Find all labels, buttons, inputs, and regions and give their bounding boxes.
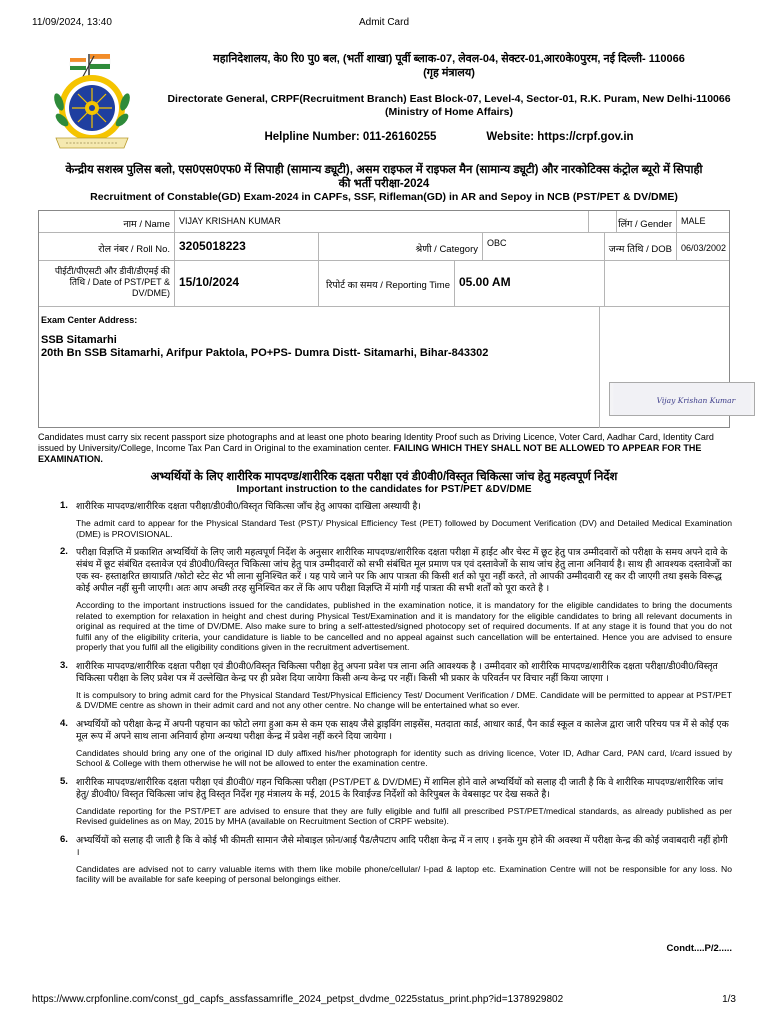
name-label: नाम / Name xyxy=(39,211,175,233)
instruction-item xyxy=(40,546,732,653)
instruction-hindi: अभ्यर्थियों को परीक्षा केन्द्र में अपनी पहचान का फोटो लगा हुआ कम से कम एक साक्ष्य जैसे ड्राइविंग लाइसेंस, मतदाता कार्ड, आधार कार्ड, पैन कार्ड स्कूल व कालेज द्वारा जारी परिचय पत्र में से कोई एक मूल रूप में अपने साथ लाना अनिवार्य होगा अन्यथा परीक्षा केन्द्र में प्रवेश नहीं करने दिया जायेगा । xyxy=(76,718,729,741)
exam-title-english: Recruitment of Constable(GD) Exam-2024 in CAPFs, SSF, Rifleman(GD) in AR and Sepoy in NCB (PST/PET & DV/DME) xyxy=(90,191,678,203)
instruction-item xyxy=(40,718,732,769)
instruction-number: 5. xyxy=(60,775,68,787)
gender-label: लिंग / Gender xyxy=(617,211,677,233)
instruction-hindi: शारीरिक मापदण्ड/शारीरिक दक्षता परीक्षा एवं डी0वी0/विस्तृत चिकित्सा परीक्षा हेतु अपना प्रवेश पत्र लाना अति आवश्यक है । उम्मीदवार को शारीरिक मापदण्ड/शारीरिक दक्षता परीक्षा/डी0वी0/विस्तृत चिकित्सा परीक्षा के लिए प्रवेश पत्र में उल्लेखित केन्द्र पर ही प्रवेश दिया जायेगा किसी अन्य केन्द्र पर नहीं। किसी भी प्रकार के परिवर्तन पर विचार नहीं किया जाएगा । xyxy=(76,660,718,683)
instruction-english: Candidates should bring any one of the original ID duly affixed his/her photograph for identity such as driving licence, Voter ID, Adhar Card, PAN card, I/card issued by School & College with them otherwise he will not be allowed to enter the examination centre. xyxy=(76,747,732,768)
reporting-time-label: रिपोर्ट का समय / Reporting Time xyxy=(319,261,455,307)
candidate-signature xyxy=(609,382,755,416)
identity-notice xyxy=(38,432,730,465)
header-english-line2: (Ministry of Home Affairs) xyxy=(385,106,513,118)
page-number: 1/3 xyxy=(722,994,736,1005)
print-header xyxy=(32,17,736,28)
identity-notice-warning: FAILING WHICH THEY SHALL NOT BE ALLOWED TO APPEAR FOR THE EXAMINATION. xyxy=(38,443,702,464)
print-datetime: 11/09/2024, 13:40 xyxy=(32,17,112,28)
print-title: Admit Card xyxy=(358,17,409,28)
header-hindi xyxy=(150,52,748,80)
dob-value: 06/03/2002 xyxy=(677,233,729,261)
contact-row xyxy=(150,131,748,143)
signature-text: Vijay Krishan Kumar xyxy=(656,395,736,405)
instruction-english: Candidate reporting for the PST/PET are advised to ensure that they are fully eligible and fulfil all prescribed PST/PET/medical standards, as already published as per Revised guidelines as on May, 2015 by MHA (available on Recruitment Section of CRPF website). xyxy=(76,805,732,826)
exam-title-hindi-line1: केन्द्रीय सशस्त्र पुलिस बलो, एस0एस0एफ0 में सिपाही (सामान्य ड्यूटी), असम राइफल में राइफल मैन (सामान्य ड्यूटी) और नारकोटिक्स कंट्रोल ब्यूरो में सिपाही xyxy=(65,164,703,176)
instruction-item xyxy=(40,776,732,827)
header-english xyxy=(150,93,748,119)
helpline-number: Helpline Number: 011-26160255 xyxy=(264,131,437,143)
exam-center-name: SSB Sitamarhi xyxy=(41,334,117,346)
instruction-english: It is compulsory to bring admit card for the Physical Standard Test/Physical Efficiency Test/ Document Verification / DME. Candidate will be permitted to appear at PST/PET & DV/DME centre as shown in their admit card and not any other centre. No change will be entertained what so ever. xyxy=(76,689,732,710)
candidate-details-table xyxy=(38,210,736,428)
pst-date-label: पीईटी/पीएसटी और डीवी/डीएमई की तिथि / Date of PST/PET & DV/DME) xyxy=(39,261,175,307)
exam-title-hindi-line2: की भर्ती परीक्षा-2024 xyxy=(338,178,430,190)
instruction-item xyxy=(40,660,732,711)
candidate-name: VIJAY KRISHAN KUMAR xyxy=(175,211,589,233)
pst-date-value: 15/10/2024 xyxy=(175,261,319,307)
gender-value: MALE xyxy=(677,211,729,233)
instruction-english: Candidates are advised not to carry valuable items with them like mobile phone/cellular/ I-pad & laptop etc. Examination Centre will not be responsible for any loss. No facility will be available for safe keeping of personal belongings either. xyxy=(76,863,732,884)
instruction-english: According to the important instructions issued for the candidates, published in the examination notice, it is mandatory for the eligible candidates to bring the documents related to exemption for relaxation in height and chest during Physical Test/Examination and it is mandatory for the eligible candidates to bring all relevant documents in original as required at the time of DV/DME. Also make sure to bring a self-attested/signed photocopy set of required documents. If at any stage it is found that you do not fulfil any of the eligibility criteria, your candidature is liable to be cancelled and no appeal against such cancellation will be entertained. Hence you are advised to ensure properly that you fulfil all the eligibility conditions given in the recruitment advertisement. xyxy=(76,600,732,652)
header-hindi-line2: (गृह मंत्रालय) xyxy=(423,67,475,79)
dob-label: जन्म तिथि / DOB xyxy=(605,233,677,261)
instruction-number: 1. xyxy=(60,500,68,511)
instruction-number: 2. xyxy=(60,546,68,557)
website: Website: https://crpf.gov.in xyxy=(486,131,634,143)
instruction-number: 6. xyxy=(60,833,68,845)
reporting-time-value: 05.00 AM xyxy=(455,261,605,307)
exam-center-line: 20th Bn SSB Sitamarhi, Arifpur Paktola, PO+PS- Dumra Distt- Sitamarhi, Bihar-843302 xyxy=(41,347,489,359)
instructions-heading xyxy=(38,470,730,496)
instruction-hindi: शारीरिक मापदण्ड/शारीरिक दक्षता परीक्षा एवं डी0वी0/ गहन चिकित्सा परीक्षा (PST/PET & DV/DME) में शामिल होने वाले अभ्यर्थियों को सलाह दी जाती है कि वे शारीरिक मापदण्ड/शारीरिक जांच हेतु/ डी0वी0/ विस्तृत चिकित्सा जांच हेतु विस्तृत निर्देश गृह मंत्रालय के मई, 2015 के रिवाईज्ड निर्देशों को केरिपुबल के वेबसाइट पर देख सकते है। xyxy=(76,776,724,799)
category-value: OBC xyxy=(483,233,605,261)
page-url: https://www.crpfonline.com/const_gd_capfs_assfassamrifle_2024_petpst_dvdme_0225status_print.php?id=1378929802 xyxy=(32,994,564,1005)
roll-label: रोल नंबर / Roll No. xyxy=(39,233,175,261)
print-footer xyxy=(32,994,736,1005)
exam-title xyxy=(36,163,732,204)
instruction-item xyxy=(40,500,732,539)
instruction-hindi: अभ्यर्थियों को सलाह दी जाती है कि वे कोई भी कीमती सामान जैसे मोबाइल फ़ोन/आई पैड/लैपटाप आदि परीक्षा केन्द्र में न लाए । इनके गुम होने की अवस्था में परीक्षा केन्द्र की कोई जवाबदारी नहीं होगी । xyxy=(76,834,728,857)
header-english-line1: Directorate General, CRPF(Recruitment Branch) East Block-07, Level-4, Sector-01, R.K. Puram, New Delhi-110066 xyxy=(167,93,731,105)
instructions-heading-english: Important instruction to the candidates for PST/PET &DV/DME xyxy=(236,484,532,495)
continued-note: Condt....P/2..... xyxy=(666,943,732,954)
identity-notice-text: Candidates must carry six recent passport size photographs and at least one photo bearing Identity Proof such as Driving Licence, Voter Card, Aadhar Card, Identity Card issued by University/College, Income Tax Pan Card in Original to the examination center. xyxy=(38,432,714,453)
header-hindi-line1: महानिदेशालय, के0 रि0 पु0 बल, (भर्ती शाखा) पूर्वी ब्लाक-07, लेवल-04, सेक्टर-01,आर0के0पुरम, नई दिल्ली- 110066 xyxy=(213,53,685,65)
instruction-hindi: शारीरिक मापदण्ड/शारीरिक दक्षता परीक्षा/डी0वी0/विस्तृत चिकित्सा जाँच हेतु आपका दाखिला अस्थायी है। xyxy=(76,501,421,511)
instruction-hindi: परीक्षा विज्ञप्ति में प्रकाशित अभ्यर्थियों के लिए जारी महत्वपूर्ण निर्देश के अनुसार शारीरिक मापदण्ड/शारीरिक दक्षता परीक्षा में हाईट और चेस्ट में छूट हेतु पात्र उम्मीदवारों को परीक्षा के समय अपने दावे के संबंध में छूट संबंधित दस्तावेज एवं डी0वी0/विस्तृत चिकित्सा जांच हेतु पात्र उम्मीदवारों को सभी संबंधित मूल प्रमाण पत्र एवं दस्तावेजों के साथ जांच हेतु लाना अनिवार्य है। साथ ही आवश्यक दस्तावेजों का एक स्व- हस्ताक्षरित छायाप्रति /फोटो स्टेट सेट भी लाना सुनिश्चित करें । यह पाये जाने पर कि आप पात्रता की किसी शर्त को पूरा नहीं करते, तो आपकी उम्मीदवारी रद्द कर दी जाएगी तथा इसके विरूद्ध कोई अपील नहीं सुनी जाएगी। अतः आप अच्छी तरह सुनिश्चित कर लें कि आप परीक्षा विज्ञप्ति में मांगी गई पात्रता की सभी शर्तों को पूरा करते है । xyxy=(76,547,732,593)
instruction-number: 3. xyxy=(60,659,68,671)
instruction-number: 4. xyxy=(60,717,68,729)
category-label: श्रेणी / Category xyxy=(319,233,483,261)
crpf-emblem-logo xyxy=(42,50,142,156)
instructions-list xyxy=(40,500,732,892)
instruction-english: The admit card to appear for the Physical Standard Test (PST)/ Physical Efficiency Test (PET) followed by Document Verification (DV) and Detailed Medical Examination (DME) is PROVISIONAL. xyxy=(76,518,732,539)
exam-center-address xyxy=(39,307,599,368)
instruction-item xyxy=(40,834,732,885)
exam-center-label: Exam Center Address: xyxy=(41,315,138,325)
instructions-heading-hindi: अभ्यर्थियों के लिए शारीरिक मापदण्ड/शारीरिक दक्षता परीक्षा एवं डी0वी0/विस्तृत चिकित्सा जांच हेतु महत्वपूर्ण निर्देश xyxy=(150,471,618,483)
roll-number: 3205018223 xyxy=(175,233,319,261)
